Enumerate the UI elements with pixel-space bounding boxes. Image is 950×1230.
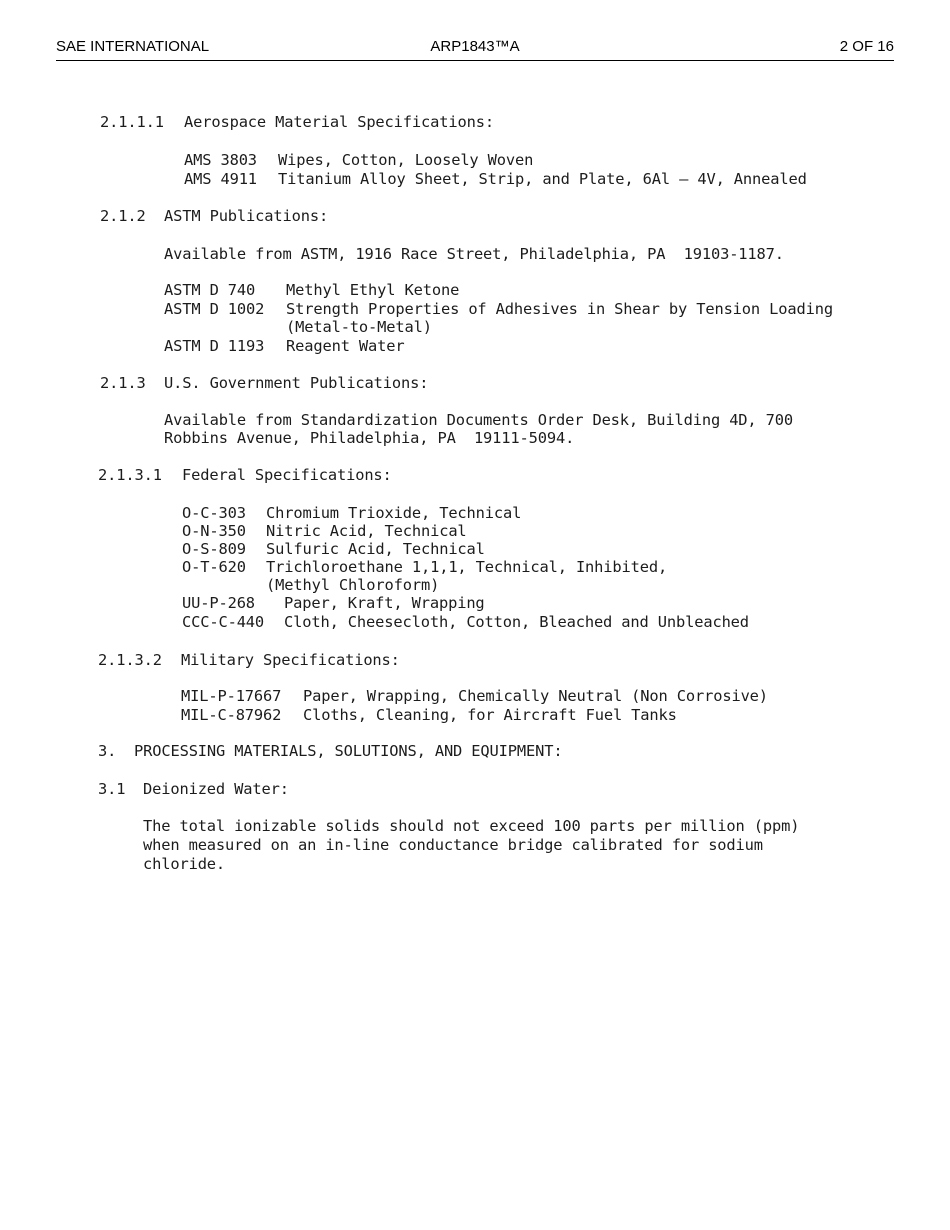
spec-code: AMS 3803 (184, 151, 257, 169)
spec-description-continued: (Methyl Chloroform) (266, 576, 440, 594)
spec-description: Paper, Kraft, Wrapping (284, 594, 485, 612)
spec-description: Paper, Wrapping, Chemically Neutral (Non Corrosive) (303, 687, 768, 705)
spec-code: O-S-809 (182, 540, 246, 558)
availability-note-continued: Robbins Avenue, Philadelphia, PA 19111-5094. (164, 429, 575, 447)
body-text-line: The total ionizable solids should not exceed 100 parts per million (ppm) (143, 817, 800, 835)
spec-code: O-N-350 (182, 522, 246, 540)
section-title: Military Specifications: (181, 651, 400, 669)
spec-description: Trichloroethane 1,1,1, Technical, Inhibited, (266, 558, 668, 576)
spec-code: ASTM D 1002 (164, 300, 265, 318)
section-title: PROCESSING MATERIALS, SOLUTIONS, AND EQUIPMENT: (134, 742, 563, 760)
section-title: Federal Specifications: (182, 466, 392, 484)
spec-code: O-T-620 (182, 558, 246, 576)
body-text-line: chloride. (143, 855, 226, 873)
availability-note: Available from ASTM, 1916 Race Street, Philadelphia, PA 19103-1187. (164, 245, 784, 263)
section-title: Aerospace Material Specifications: (184, 113, 494, 131)
spec-code: CCC-C-440 (182, 613, 265, 631)
section-number: 2.1.3.2 (98, 651, 162, 669)
section-title: Deionized Water: (143, 780, 289, 798)
spec-description: Wipes, Cotton, Loosely Woven (278, 151, 534, 169)
section-number: 2.1.3 (100, 374, 146, 392)
body-text-line: when measured on an in-line conductance bridge calibrated for sodium (143, 836, 763, 854)
section-title: ASTM Publications: (164, 207, 329, 225)
section-number: 3.1 (98, 780, 126, 798)
page-header (56, 38, 894, 61)
section-number: 2.1.3.1 (98, 466, 162, 484)
section-title: U.S. Government Publications: (164, 374, 429, 392)
spec-code: UU-P-268 (182, 594, 255, 612)
spec-code: ASTM D 740 (164, 281, 256, 299)
spec-description: Cloths, Cleaning, for Aircraft Fuel Tanks (303, 706, 677, 724)
spec-description: Cloth, Cheesecloth, Cotton, Bleached and Unbleached (284, 613, 749, 631)
header-organization: SAE INTERNATIONAL (56, 38, 210, 55)
spec-description: Reagent Water (286, 337, 405, 355)
spec-description: Chromium Trioxide, Technical (266, 504, 522, 522)
section-number: 3. (98, 742, 117, 760)
section-number: 2.1.1.1 (100, 113, 164, 131)
spec-code: O-C-303 (182, 504, 246, 522)
spec-description: Strength Properties of Adhesives in Shear by Tension Loading (286, 300, 833, 318)
header-document-number: ARP1843™A (430, 38, 520, 55)
spec-description: Titanium Alloy Sheet, Strip, and Plate, 6Al – 4V, Annealed (278, 170, 807, 188)
header-page-number: 2 OF 16 (839, 38, 894, 55)
spec-code: MIL-P-17667 (181, 687, 282, 705)
spec-description: Methyl Ethyl Ketone (286, 281, 460, 299)
spec-description: Nitric Acid, Technical (266, 522, 467, 540)
section-number: 2.1.2 (100, 207, 146, 225)
spec-code: ASTM D 1193 (164, 337, 265, 355)
spec-code: MIL-C-87962 (181, 706, 282, 724)
spec-description: Sulfuric Acid, Technical (266, 540, 485, 558)
availability-note: Available from Standardization Documents Order Desk, Building 4D, 700 (164, 411, 794, 429)
spec-code: AMS 4911 (184, 170, 257, 188)
spec-description-continued: (Metal-to-Metal) (286, 318, 432, 336)
